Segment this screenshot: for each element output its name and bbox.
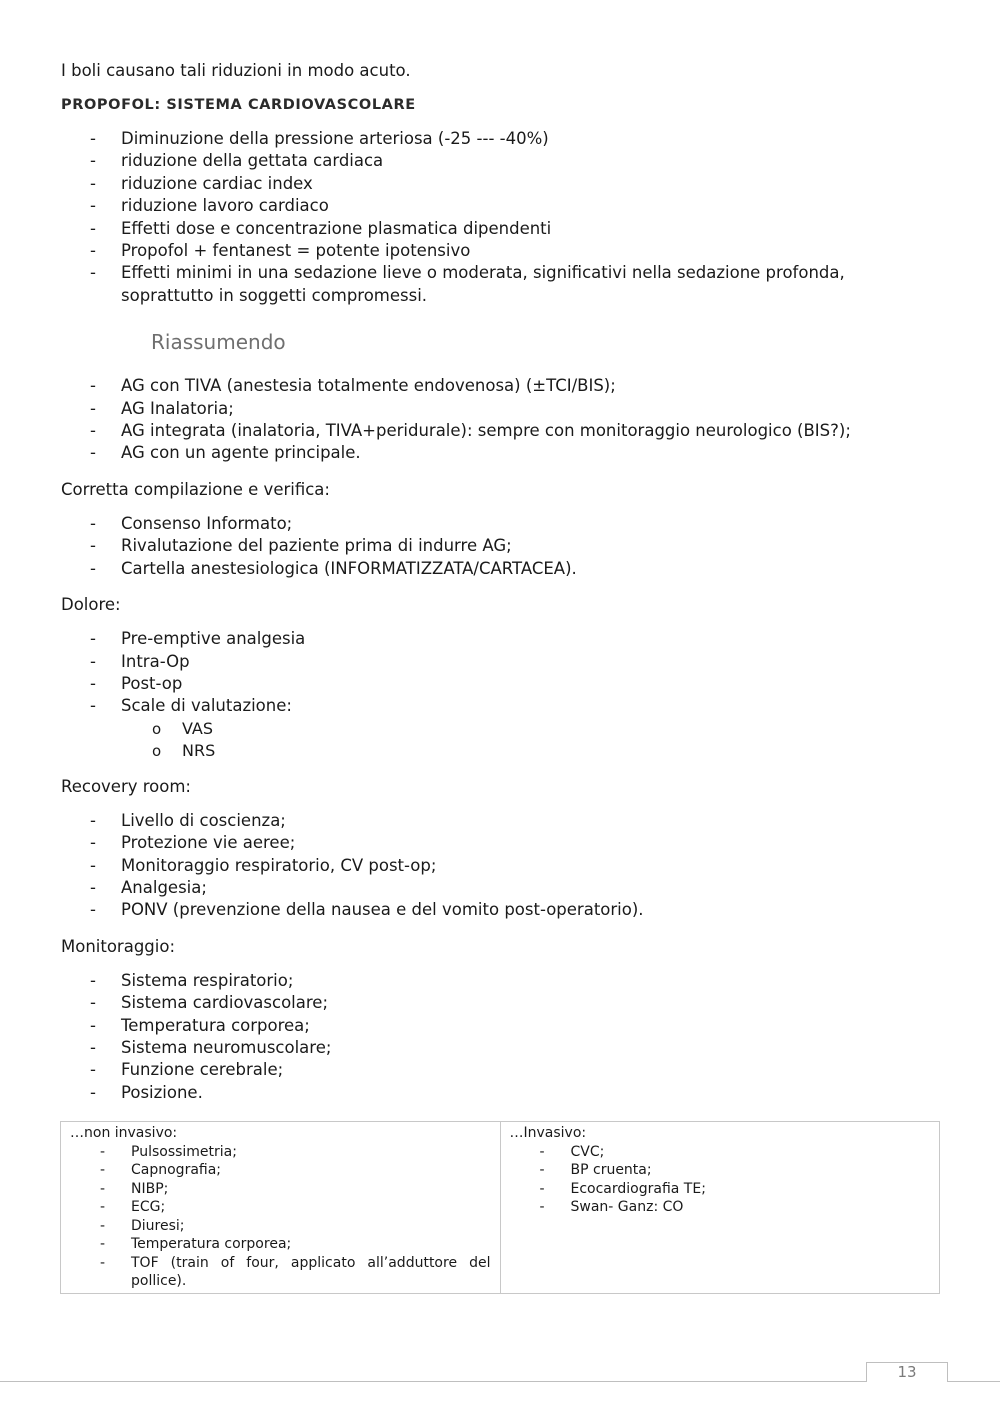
list-item: - Protezione vie aeree; <box>61 832 941 854</box>
footer-divider <box>0 1381 1000 1382</box>
list-item: - riduzione lavoro cardiaco <box>61 195 941 217</box>
list-item: - Diminuzione della pressione arteriosa (-25 --- -40%) <box>61 128 941 150</box>
propofol-heading: PROPOFOL: SISTEMA CARDIOVASCOLARE <box>61 97 416 113</box>
list-item: - riduzione della gettata cardiaca <box>61 150 941 172</box>
recovery-list <box>61 810 941 922</box>
list-item: - Swan- Ganz: CO <box>510 1198 931 1217</box>
recovery-label: Recovery room: <box>61 776 191 796</box>
list-item: - Posizione. <box>61 1082 941 1104</box>
compilation-label: Corretta compilazione e verifica: <box>61 479 330 499</box>
non-invasive-list <box>70 1143 491 1291</box>
monitoring-label: Monitoraggio: <box>61 936 176 956</box>
non-invasive-cell <box>61 1122 501 1294</box>
list-item: o VAS <box>61 718 941 740</box>
list-item: - Scale di valutazione: <box>61 695 941 717</box>
pain-label: Dolore: <box>61 595 121 615</box>
list-item: - Sistema cardiovascolare; <box>61 992 941 1014</box>
summary-title: Riassumendo <box>151 330 286 355</box>
list-item: - AG integrata (inalatoria, TIVA+peridurale): sempre con monitoraggio neurologico (BIS?); <box>61 420 941 442</box>
document-page <box>61 60 941 1104</box>
list-item: - Consenso Informato; <box>61 513 941 535</box>
list-item: - ECG; <box>70 1198 491 1217</box>
list-item: - AG con TIVA (anestesia totalmente endovenosa) (±TCI/BIS); <box>61 375 941 397</box>
list-item: - Sistema respiratorio; <box>61 970 941 992</box>
list-item: - Intra-Op <box>61 651 941 673</box>
list-item: - AG con un agente principale. <box>61 442 941 464</box>
list-item: - TOF (train of four, applicato all’adduttore del pollice). <box>70 1254 491 1291</box>
compilation-list <box>61 513 941 580</box>
list-item: - PONV (prevenzione della nausea e del vomito post-operatorio). <box>61 899 941 921</box>
list-item: - Cartella anestesiologica (INFORMATIZZATA/CARTACEA). <box>61 558 941 580</box>
list-item: - Rivalutazione del paziente prima di indurre AG; <box>61 535 941 557</box>
list-item: - Diuresi; <box>70 1217 491 1236</box>
list-item: - BP cruenta; <box>510 1161 931 1180</box>
list-item: - Analgesia; <box>61 877 941 899</box>
list-item: - CVC; <box>510 1143 931 1162</box>
monitoring-list <box>61 970 941 1104</box>
list-item: o NRS <box>61 740 941 762</box>
non-invasive-title: …non invasivo: <box>70 1125 178 1141</box>
list-item: - Pulsossimetria; <box>70 1143 491 1162</box>
pain-list <box>61 628 941 718</box>
list-item: - Effetti minimi in una sedazione lieve o moderata, significativi nella sedazione profonda, soprattutto in soggetti compromessi. <box>61 262 941 307</box>
list-item: - Temperatura corporea; <box>70 1235 491 1254</box>
invasive-title: …Invasivo: <box>509 1125 587 1141</box>
list-item: - Monitoraggio respiratorio, CV post-op; <box>61 855 941 877</box>
list-item: - Sistema neuromuscolare; <box>61 1037 941 1059</box>
list-item: - AG Inalatoria; <box>61 398 941 420</box>
list-item: - Livello di coscienza; <box>61 810 941 832</box>
pain-scales-list <box>61 718 941 762</box>
list-item: - Funzione cerebrale; <box>61 1059 941 1081</box>
list-item: - Effetti dose e concentrazione plasmatica dipendenti <box>61 218 941 240</box>
invasive-list <box>510 1143 931 1217</box>
list-item: - Ecocardiografia TE; <box>510 1180 931 1199</box>
page-number: 13 <box>866 1362 948 1382</box>
list-item: - Propofol + fentanest = potente ipotensivo <box>61 240 941 262</box>
list-item: - riduzione cardiac index <box>61 173 941 195</box>
intro-text: I boli causano tali riduzioni in modo acuto. <box>61 61 411 80</box>
invasive-cell <box>500 1122 940 1294</box>
summary-list <box>61 375 941 465</box>
list-item: - Pre-emptive analgesia <box>61 628 941 650</box>
monitoring-table <box>60 1121 940 1294</box>
list-item: - Capnografia; <box>70 1161 491 1180</box>
propofol-list <box>61 128 941 307</box>
list-item: - NIBP; <box>70 1180 491 1199</box>
list-item: - Temperatura corporea; <box>61 1015 941 1037</box>
list-item: - Post-op <box>61 673 941 695</box>
